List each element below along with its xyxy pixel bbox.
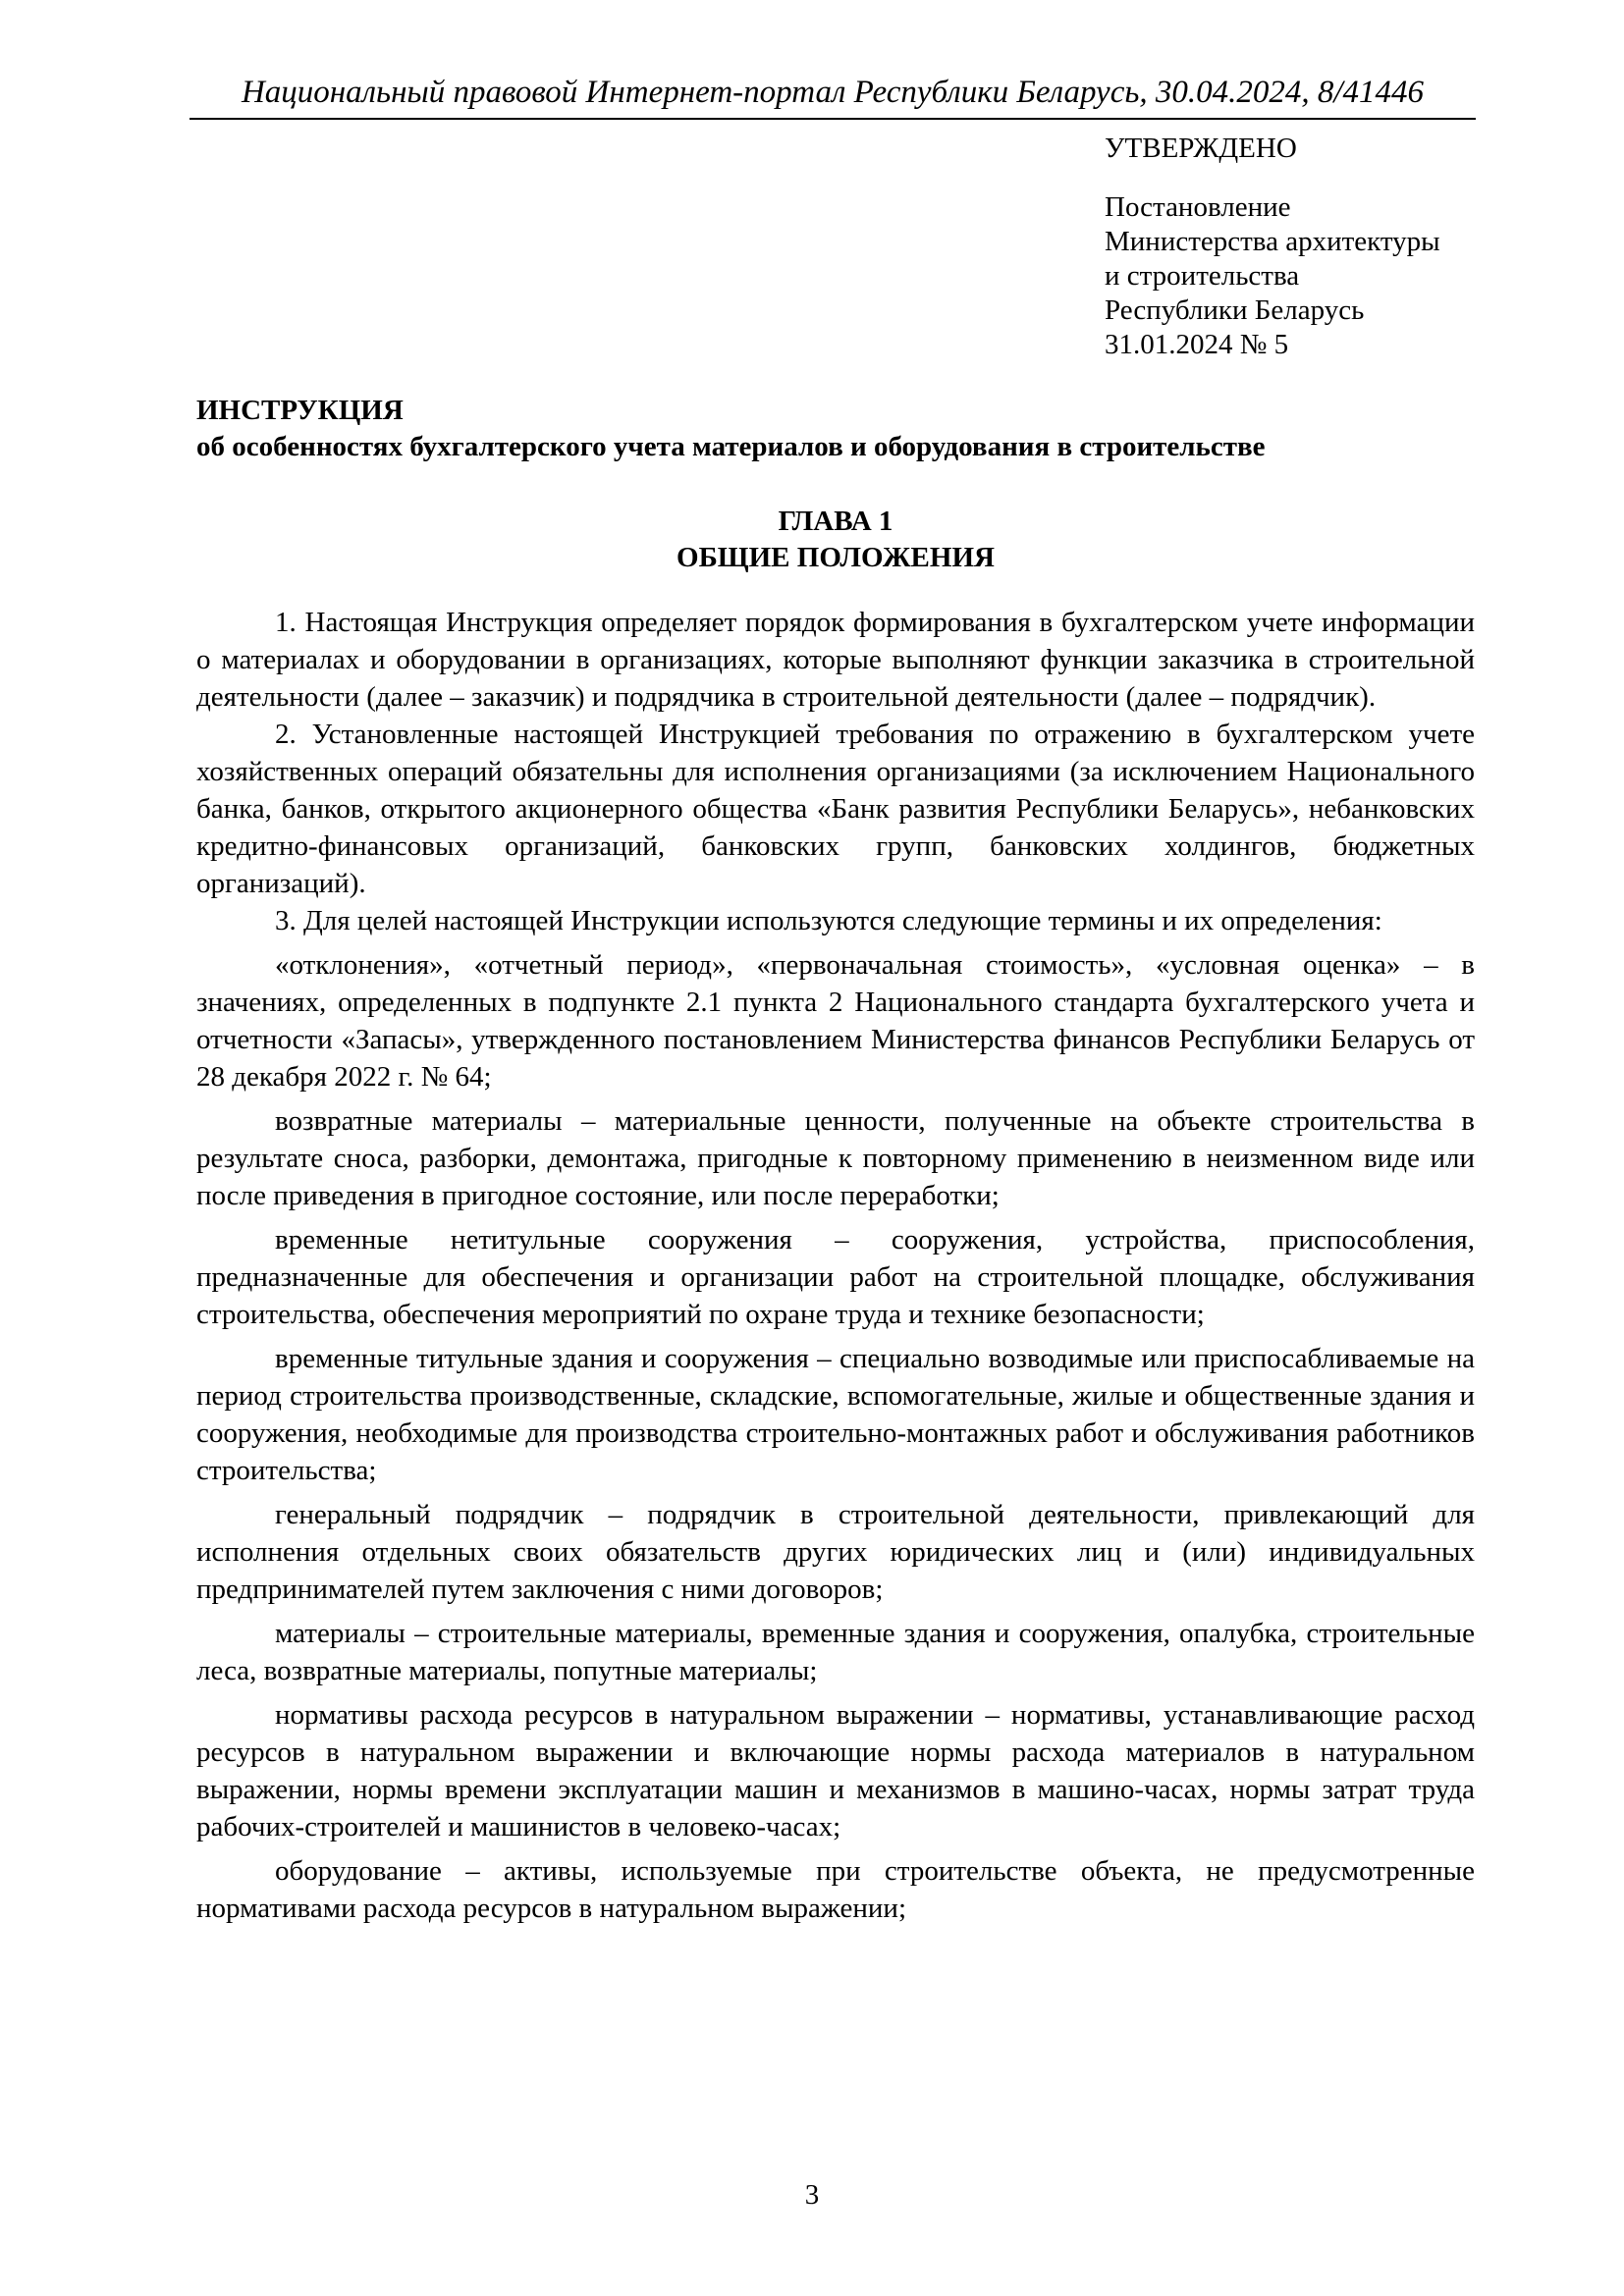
document-type: ИНСТРУКЦИЯ xyxy=(196,395,404,426)
paragraph-1: 1. Настоящая Инструкция определяет порядок формирования в бухгалтерском учете информации о материалах и оборудовании в организациях, которые выполняют функции заказчика в строительной деятельности (далее – заказчик) и подрядчика в строительной деятельности (далее – подрядчик). xyxy=(196,607,1475,713)
definition-item: нормативы расхода ресурсов в натуральном выражении – нормативы, устанавливающие расход ресурсов в натуральном выражении и включающие нормы расхода материалов в натуральном выражении, нормы времени эксплуатации машин и механизмов в машино-часах, нормы затрат труда рабочих-строителей и машинистов в человеко-часах; xyxy=(196,1699,1475,1842)
definition-item: генеральный подрядчик – подрядчик в строительной деятельности, привлекающий для исполнения отдельных своих обязательств других юридических лиц и (или) индивидуальных предпринимателей путем заключения с ними договоров; xyxy=(196,1499,1475,1605)
approval-stamp: УТВЕРЖДЕНО xyxy=(1105,133,1297,164)
chapter-heading xyxy=(196,504,1475,576)
running-header: Национальный правовой Интернет-портал Республики Беларусь, 30.04.2024, 8/41446 xyxy=(241,75,1425,110)
approval-block xyxy=(1105,132,1517,362)
approval-line: Министерства архитектуры xyxy=(1105,226,1440,257)
page-number: 3 xyxy=(804,2179,820,2211)
body-text xyxy=(196,604,1475,1927)
document-subject: об особенностях бухгалтерского учета материалов и оборудования в строительстве xyxy=(196,431,1266,462)
paragraph-3: 3. Для целей настоящей Инструкции используются следующие термины и их определения: xyxy=(275,905,1382,936)
definition-item: «отклонения», «отчетный период», «первоначальная стоимость», «условная оценка» – в значениях, определенных в подпункте 2.1 пункта 2 Национального стандарта бухгалтерского учета и отчетности «Запасы», утвержденного постановлением Министерства финансов Республики Беларусь от 28 декабря 2022 г. № 64; xyxy=(196,949,1475,1093)
header-rule xyxy=(189,118,1476,120)
definition-item: оборудование – активы, используемые при строительстве объекта, не предусмотренные нормативами расхода ресурсов в натуральном выражении; xyxy=(196,1855,1475,1924)
approval-line: Республики Беларусь xyxy=(1105,294,1365,326)
document-title xyxy=(196,393,1492,465)
definition-item: временные нетитульные сооружения – сооружения, устройства, приспособления, предназначенные для обеспечения и организации работ на строительной площадке, обслуживания строительства, обеспечения мероприятий по охране труда и технике безопасности; xyxy=(196,1224,1475,1330)
approval-date: 31.01.2024 № 5 xyxy=(1105,329,1289,360)
chapter-title: ОБЩИЕ ПОЛОЖЕНИЯ xyxy=(677,542,995,573)
chapter-number: ГЛАВА 1 xyxy=(778,506,893,537)
approval-line: и строительства xyxy=(1105,260,1300,292)
paragraph-2: 2. Установленные настоящей Инструкцией требования по отражению в бухгалтерском учете хозяйственных операций обязательны для исполнения организациями (за исключением Национального банка, банков, открытого акционерного общества «Банк развития Республики Беларусь», небанковских кредитно-финансовых организаций, банковских групп, банковских холдингов, бюджетных организаций). xyxy=(196,719,1475,899)
definition-item: временные титульные здания и сооружения – специально возводимые или приспосабливаемые на период строительства производственные, складские, вспомогательные, жилые и общественные здания и сооружения, необходимые для производства строительно-монтажных работ и обслуживания работников строительства; xyxy=(196,1343,1475,1486)
approval-line: Постановление xyxy=(1105,191,1291,223)
definition-item: возвратные материалы – материальные ценности, полученные на объекте строительства в результате сноса, разборки, демонтажа, пригодные к повторному применению в неизменном виде или после приведения в пригодное состояние, или после переработки; xyxy=(196,1105,1475,1211)
definition-item: материалы – строительные материалы, временные здания и сооружения, опалубка, строительные леса, возвратные материалы, попутные материалы; xyxy=(196,1618,1475,1686)
